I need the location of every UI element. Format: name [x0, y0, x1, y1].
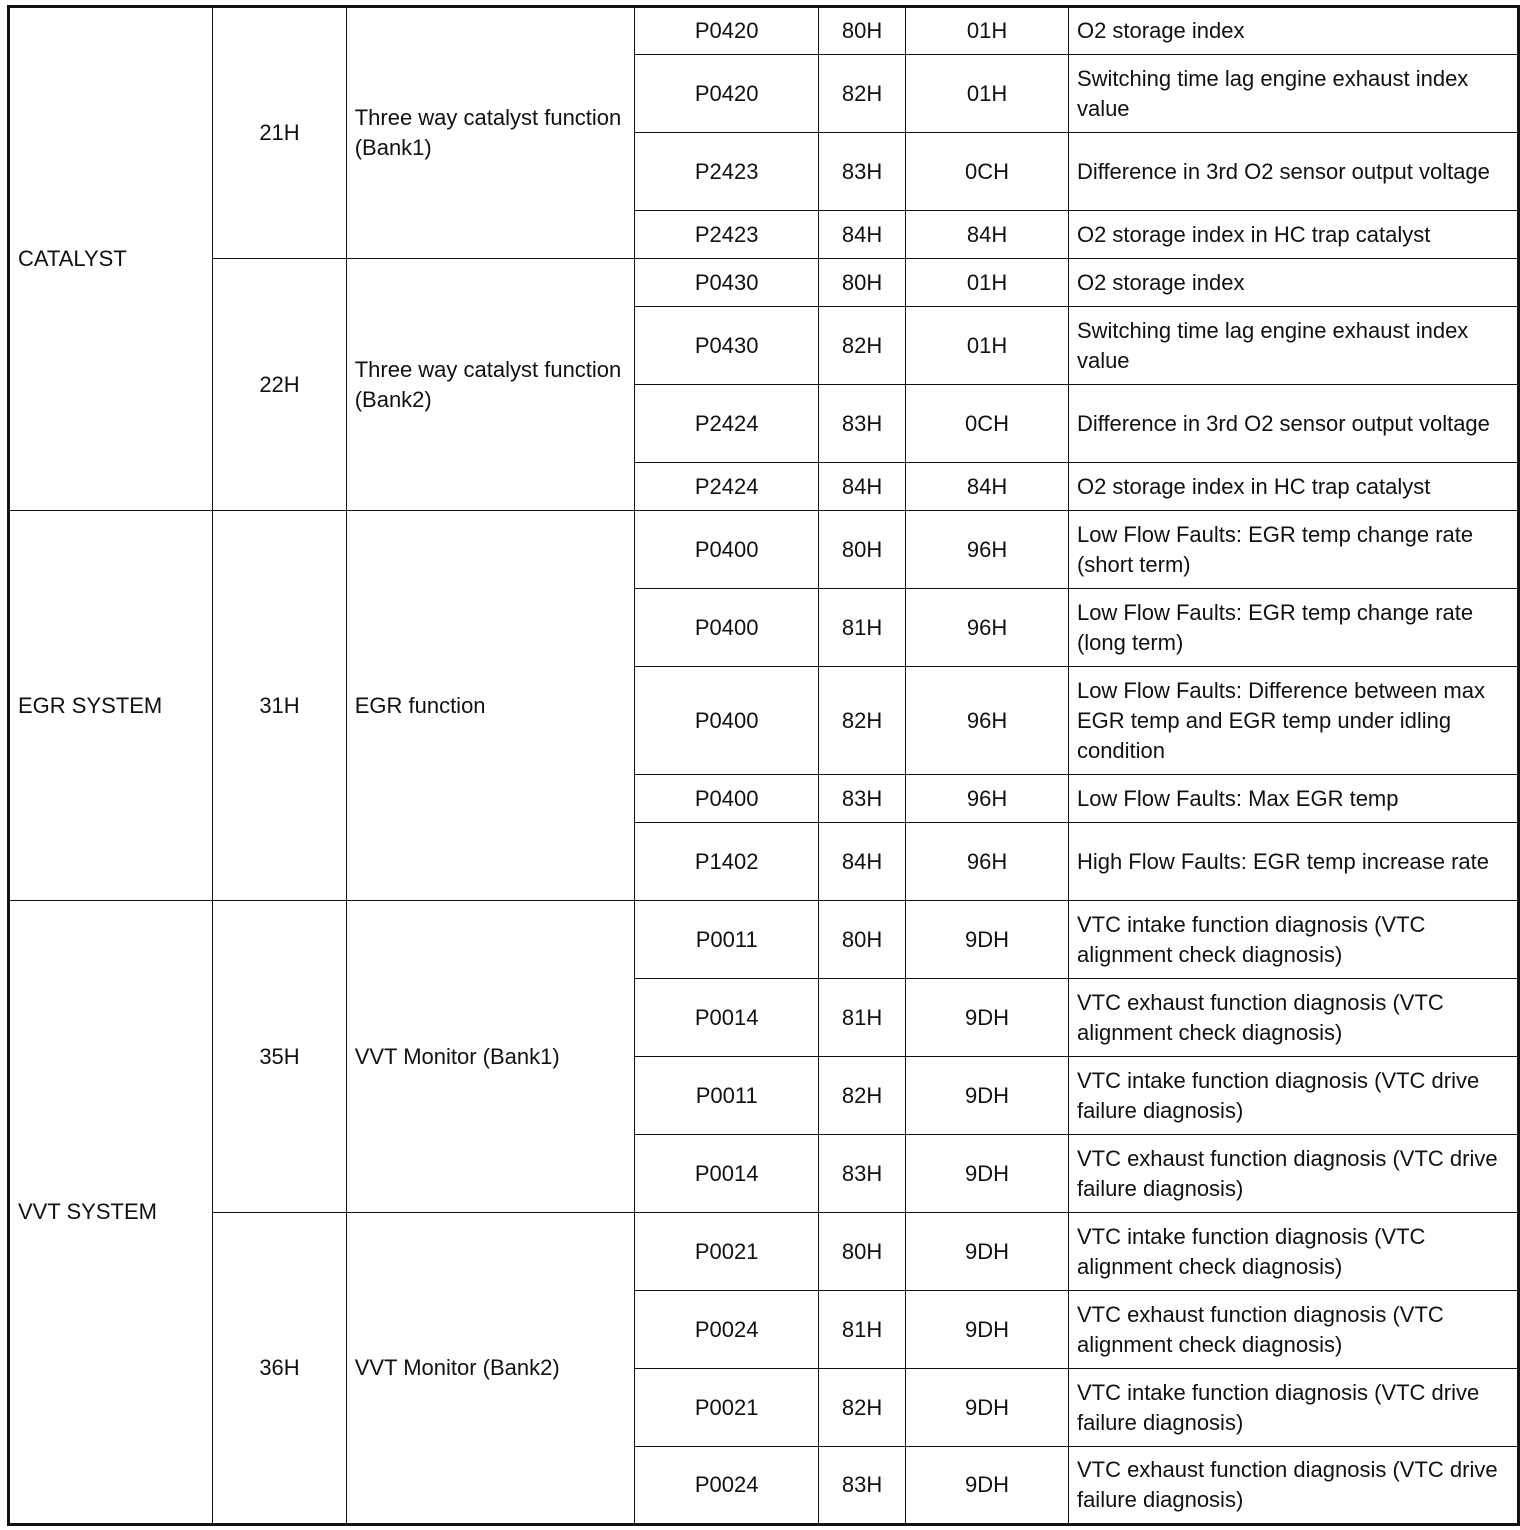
dtc-cell: P0014: [635, 1135, 819, 1213]
test-id-cell: 81H: [819, 979, 906, 1057]
monitor-id-cell: 35H: [213, 901, 346, 1213]
test-id-cell: 80H: [819, 7, 906, 55]
unit-id-cell: 96H: [906, 823, 1069, 901]
test-id-cell: 80H: [819, 1213, 906, 1291]
monitor-name-cell: EGR function: [346, 511, 635, 901]
unit-id-cell: 84H: [906, 211, 1069, 259]
description-cell: Low Flow Faults: Max EGR temp: [1068, 775, 1518, 823]
test-id-cell: 82H: [819, 55, 906, 133]
unit-id-cell: 96H: [906, 667, 1069, 775]
monitor-id-cell: 21H: [213, 7, 346, 259]
description-cell: Switching time lag engine exhaust index value: [1068, 307, 1518, 385]
dtc-cell: P0430: [635, 307, 819, 385]
unit-id-cell: 84H: [906, 463, 1069, 511]
description-cell: Low Flow Faults: EGR temp change rate (short term): [1068, 511, 1518, 589]
unit-id-cell: 0CH: [906, 385, 1069, 463]
description-cell: VTC exhaust function diagnosis (VTC alignment check diagnosis): [1068, 1291, 1518, 1369]
description-cell: O2 storage index in HC trap catalyst: [1068, 463, 1518, 511]
test-id-cell: 83H: [819, 1135, 906, 1213]
description-cell: O2 storage index in HC trap catalyst: [1068, 211, 1518, 259]
description-cell: O2 storage index: [1068, 259, 1518, 307]
obd-test-table: [7, 5, 1520, 1526]
test-id-cell: 83H: [819, 133, 906, 211]
description-cell: VTC intake function diagnosis (VTC alignment check diagnosis): [1068, 1213, 1518, 1291]
dtc-cell: P0011: [635, 1057, 819, 1135]
test-id-cell: 82H: [819, 307, 906, 385]
test-id-cell: 83H: [819, 385, 906, 463]
unit-id-cell: 9DH: [906, 1291, 1069, 1369]
test-id-cell: 82H: [819, 667, 906, 775]
dtc-cell: P2423: [635, 211, 819, 259]
unit-id-cell: 96H: [906, 775, 1069, 823]
system-cell: CATALYST: [9, 7, 213, 511]
unit-id-cell: 9DH: [906, 901, 1069, 979]
test-id-cell: 84H: [819, 823, 906, 901]
unit-id-cell: 96H: [906, 511, 1069, 589]
dtc-cell: P0024: [635, 1447, 819, 1525]
system-cell: VVT SYSTEM: [9, 901, 213, 1525]
table-row: [9, 7, 1519, 55]
description-cell: VTC intake function diagnosis (VTC drive failure diagnosis): [1068, 1057, 1518, 1135]
description-cell: VTC exhaust function diagnosis (VTC drive failure diagnosis): [1068, 1447, 1518, 1525]
test-id-cell: 83H: [819, 775, 906, 823]
test-id-cell: 80H: [819, 259, 906, 307]
description-cell: VTC exhaust function diagnosis (VTC alignment check diagnosis): [1068, 979, 1518, 1057]
test-id-cell: 80H: [819, 511, 906, 589]
unit-id-cell: 01H: [906, 55, 1069, 133]
unit-id-cell: 9DH: [906, 1057, 1069, 1135]
dtc-cell: P2423: [635, 133, 819, 211]
description-cell: Difference in 3rd O2 sensor output voltage: [1068, 385, 1518, 463]
test-id-cell: 82H: [819, 1057, 906, 1135]
dtc-cell: P0400: [635, 511, 819, 589]
dtc-cell: P2424: [635, 463, 819, 511]
description-cell: Low Flow Faults: EGR temp change rate (long term): [1068, 589, 1518, 667]
description-cell: Switching time lag engine exhaust index value: [1068, 55, 1518, 133]
test-id-cell: 84H: [819, 463, 906, 511]
unit-id-cell: 01H: [906, 259, 1069, 307]
unit-id-cell: 9DH: [906, 979, 1069, 1057]
dtc-cell: P0400: [635, 667, 819, 775]
dtc-cell: P0420: [635, 55, 819, 133]
test-id-cell: 81H: [819, 589, 906, 667]
dtc-cell: P0420: [635, 7, 819, 55]
test-id-cell: 82H: [819, 1369, 906, 1447]
description-cell: VTC intake function diagnosis (VTC alignment check diagnosis): [1068, 901, 1518, 979]
description-cell: O2 storage index: [1068, 7, 1518, 55]
monitor-id-cell: 22H: [213, 259, 346, 511]
unit-id-cell: 9DH: [906, 1369, 1069, 1447]
dtc-cell: P0011: [635, 901, 819, 979]
description-cell: Low Flow Faults: Difference between max EGR temp and EGR temp under idling condition: [1068, 667, 1518, 775]
test-id-cell: 84H: [819, 211, 906, 259]
test-id-cell: 83H: [819, 1447, 906, 1525]
description-cell: VTC exhaust function diagnosis (VTC drive failure diagnosis): [1068, 1135, 1518, 1213]
dtc-cell: P2424: [635, 385, 819, 463]
monitor-name-cell: VVT Monitor (Bank2): [346, 1213, 635, 1525]
table-row: [9, 901, 1519, 979]
unit-id-cell: 96H: [906, 589, 1069, 667]
unit-id-cell: 9DH: [906, 1213, 1069, 1291]
monitor-id-cell: 36H: [213, 1213, 346, 1525]
test-id-cell: 81H: [819, 1291, 906, 1369]
table-row: [9, 511, 1519, 589]
unit-id-cell: 9DH: [906, 1135, 1069, 1213]
table-row: [9, 259, 1519, 307]
dtc-cell: P0021: [635, 1213, 819, 1291]
unit-id-cell: 01H: [906, 7, 1069, 55]
system-cell: EGR SYSTEM: [9, 511, 213, 901]
unit-id-cell: 0CH: [906, 133, 1069, 211]
unit-id-cell: 9DH: [906, 1447, 1069, 1525]
unit-id-cell: 01H: [906, 307, 1069, 385]
monitor-name-cell: VVT Monitor (Bank1): [346, 901, 635, 1213]
monitor-name-cell: Three way catalyst function (Bank2): [346, 259, 635, 511]
monitor-name-cell: Three way catalyst function (Bank1): [346, 7, 635, 259]
table-row: [9, 1213, 1519, 1291]
description-cell: VTC intake function diagnosis (VTC drive failure diagnosis): [1068, 1369, 1518, 1447]
description-cell: High Flow Faults: EGR temp increase rate: [1068, 823, 1518, 901]
table-body: [9, 7, 1519, 1525]
dtc-cell: P0021: [635, 1369, 819, 1447]
dtc-cell: P0400: [635, 775, 819, 823]
monitor-id-cell: 31H: [213, 511, 346, 901]
dtc-cell: P0014: [635, 979, 819, 1057]
description-cell: Difference in 3rd O2 sensor output voltage: [1068, 133, 1518, 211]
dtc-cell: P0430: [635, 259, 819, 307]
dtc-cell: P0400: [635, 589, 819, 667]
dtc-cell: P0024: [635, 1291, 819, 1369]
document-page: [7, 5, 1520, 1526]
test-id-cell: 80H: [819, 901, 906, 979]
dtc-cell: P1402: [635, 823, 819, 901]
